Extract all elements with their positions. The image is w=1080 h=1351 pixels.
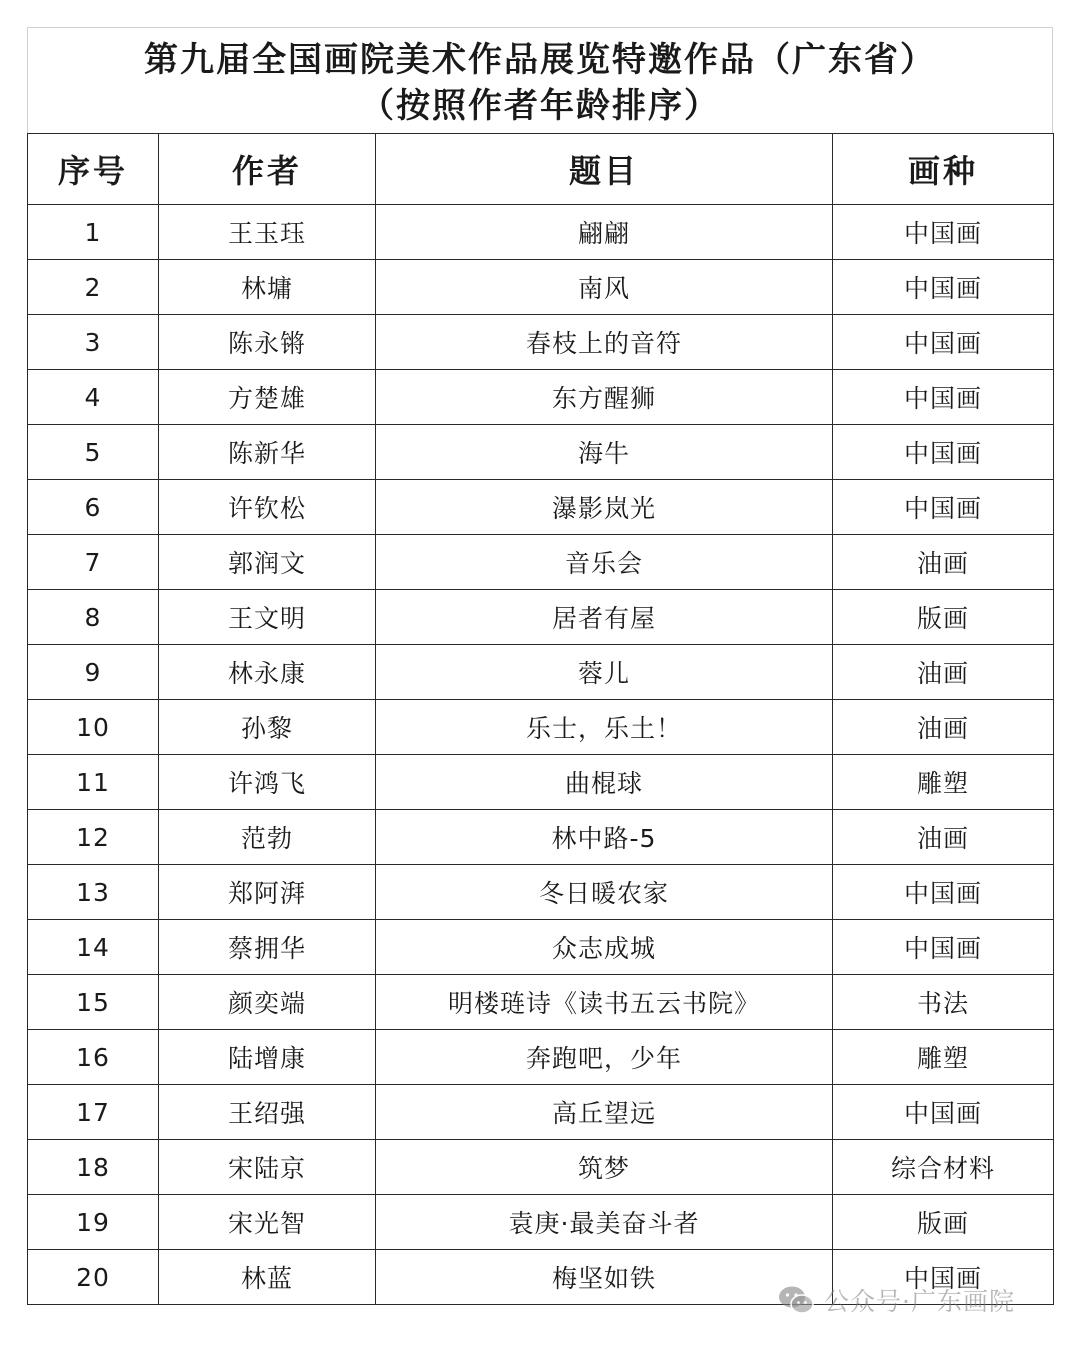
watermark-text: 公众号·广东画院 (824, 1287, 1015, 1316)
table-row (28, 1195, 1054, 1250)
cell-type: 油画 (833, 645, 1054, 700)
cell-type: 中国画 (833, 205, 1054, 260)
cell-title: 南风 (376, 260, 833, 315)
cell-type: 油画 (833, 810, 1054, 865)
cell-title: 奔跑吧，少年 (376, 1030, 833, 1085)
document-subtitle: （按照作者年龄排序） (360, 86, 720, 126)
cell-author: 陈永锵 (159, 315, 376, 370)
cell-author: 颜奕端 (159, 975, 376, 1030)
cell-author: 方楚雄 (159, 370, 376, 425)
cell-number: 7 (28, 535, 159, 590)
cell-title: 春枝上的音符 (376, 315, 833, 370)
cell-title: 袁庚·最美奋斗者 (376, 1195, 833, 1250)
cell-author: 郭润文 (159, 535, 376, 590)
document-title: 第九届全国画院美术作品展览特邀作品（广东省） (144, 40, 936, 80)
cell-number: 16 (28, 1030, 159, 1085)
cell-author: 林永康 (159, 645, 376, 700)
cell-title: 翩翩 (376, 205, 833, 260)
table-row (28, 205, 1054, 260)
table-row (28, 370, 1054, 425)
cell-title: 曲棍球 (376, 755, 833, 810)
cell-author: 范勃 (159, 810, 376, 865)
cell-author: 林墉 (159, 260, 376, 315)
cell-title: 冬日暖农家 (376, 865, 833, 920)
cell-number: 12 (28, 810, 159, 865)
cell-type: 中国画 (833, 260, 1054, 315)
cell-type: 中国画 (833, 1250, 1054, 1305)
cell-title: 林中路-5 (376, 810, 833, 865)
cell-type: 版画 (833, 590, 1054, 645)
table-row (28, 535, 1054, 590)
cell-number: 13 (28, 865, 159, 920)
table-row (28, 700, 1054, 755)
table-row (28, 425, 1054, 480)
table-row (28, 260, 1054, 315)
cell-title: 高丘望远 (376, 1085, 833, 1140)
cell-type: 中国画 (833, 425, 1054, 480)
works-table (27, 133, 1054, 1305)
cell-author: 林蓝 (159, 1250, 376, 1305)
cell-number: 18 (28, 1140, 159, 1195)
cell-type: 中国画 (833, 920, 1054, 975)
table-row (28, 920, 1054, 975)
cell-author: 王玉珏 (159, 205, 376, 260)
cell-title: 居者有屋 (376, 590, 833, 645)
document-sheet (27, 27, 1053, 1325)
table-row (28, 975, 1054, 1030)
cell-number: 4 (28, 370, 159, 425)
cell-type: 雕塑 (833, 1030, 1054, 1085)
cell-author: 陆增康 (159, 1030, 376, 1085)
cell-number: 1 (28, 205, 159, 260)
table-row (28, 480, 1054, 535)
cell-author: 王绍强 (159, 1085, 376, 1140)
cell-type: 油画 (833, 535, 1054, 590)
cell-number: 17 (28, 1085, 159, 1140)
cell-type: 雕塑 (833, 755, 1054, 810)
cell-number: 6 (28, 480, 159, 535)
cell-title: 筑梦 (376, 1140, 833, 1195)
cell-type: 综合材料 (833, 1140, 1054, 1195)
table-row (28, 810, 1054, 865)
cell-number: 11 (28, 755, 159, 810)
header-number: 序号 (28, 134, 159, 205)
cell-number: 9 (28, 645, 159, 700)
cell-title: 乐士，乐土！ (376, 700, 833, 755)
cell-number: 3 (28, 315, 159, 370)
table-row (28, 1250, 1054, 1305)
cell-title: 音乐会 (376, 535, 833, 590)
cell-number: 5 (28, 425, 159, 480)
cell-type: 书法 (833, 975, 1054, 1030)
cell-author: 许鸿飞 (159, 755, 376, 810)
cell-author: 王文明 (159, 590, 376, 645)
cell-author: 陈新华 (159, 425, 376, 480)
table-row (28, 755, 1054, 810)
cell-number: 14 (28, 920, 159, 975)
cell-author: 许钦松 (159, 480, 376, 535)
cell-type: 中国画 (833, 315, 1054, 370)
header-type: 画种 (833, 134, 1054, 205)
cell-title: 明楼琏诗《读书五云书院》 (376, 975, 833, 1030)
cell-title: 海牛 (376, 425, 833, 480)
cell-title: 众志成城 (376, 920, 833, 975)
table-row (28, 645, 1054, 700)
cell-type: 版画 (833, 1195, 1054, 1250)
cell-author: 宋陆京 (159, 1140, 376, 1195)
header-author: 作者 (159, 134, 376, 205)
table-row (28, 1140, 1054, 1195)
cell-type: 油画 (833, 700, 1054, 755)
table-row (28, 1030, 1054, 1085)
table-row (28, 590, 1054, 645)
cell-title: 瀑影岚光 (376, 480, 833, 535)
cell-author: 宋光智 (159, 1195, 376, 1250)
cell-author: 孙黎 (159, 700, 376, 755)
cell-title: 梅坚如铁 (376, 1250, 833, 1305)
cell-number: 20 (28, 1250, 159, 1305)
cell-type: 中国画 (833, 1085, 1054, 1140)
cell-title: 蓉儿 (376, 645, 833, 700)
table-header-row (28, 134, 1054, 205)
cell-author: 蔡拥华 (159, 920, 376, 975)
cell-author: 郑阿湃 (159, 865, 376, 920)
cell-type: 中国画 (833, 480, 1054, 535)
cell-type: 中国画 (833, 370, 1054, 425)
table-row (28, 315, 1054, 370)
table-row (28, 865, 1054, 920)
cell-number: 10 (28, 700, 159, 755)
header-title: 题目 (376, 134, 833, 205)
cell-number: 8 (28, 590, 159, 645)
cell-title: 东方醒狮 (376, 370, 833, 425)
cell-number: 15 (28, 975, 159, 1030)
cell-number: 2 (28, 260, 159, 315)
cell-type: 中国画 (833, 865, 1054, 920)
cell-number: 19 (28, 1195, 159, 1250)
title-box (27, 27, 1053, 133)
table-row (28, 1085, 1054, 1140)
